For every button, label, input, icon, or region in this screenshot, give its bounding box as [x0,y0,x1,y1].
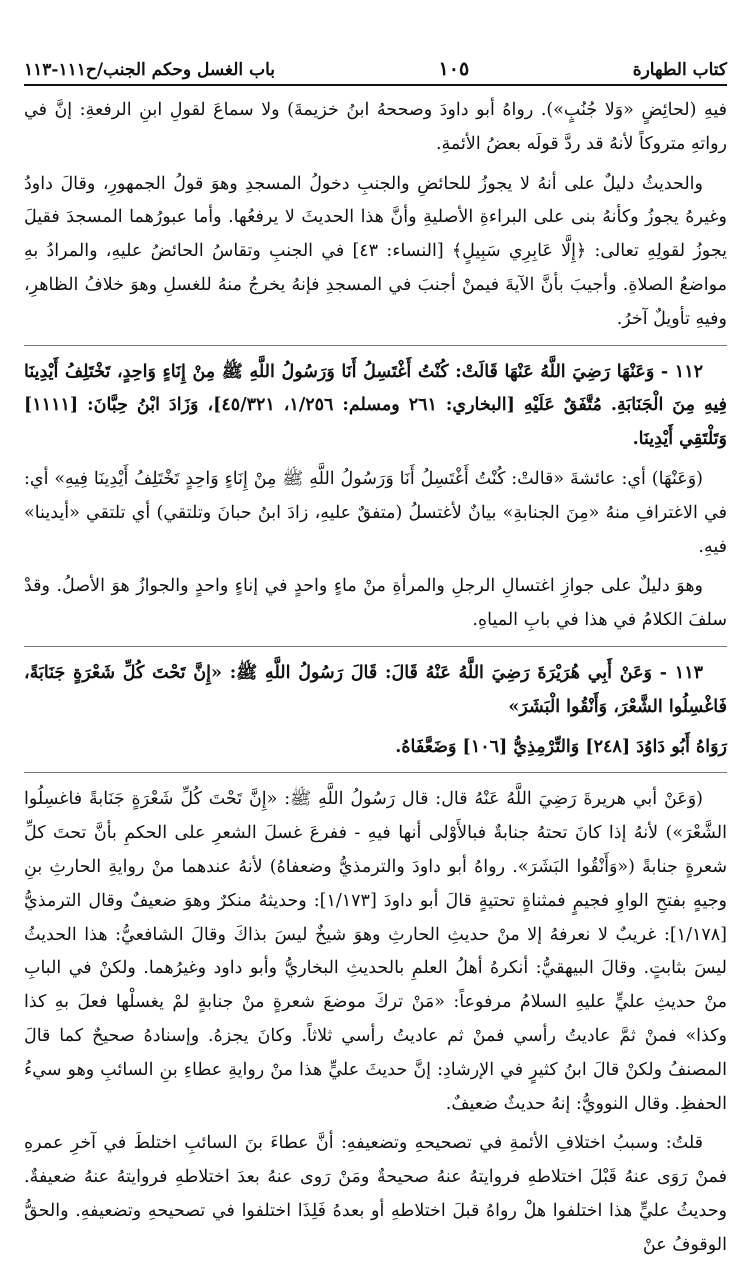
page-body [24,94,727,1269]
book-heading: كتاب الطهارة [632,60,727,80]
paragraph-1: فيهِ (لحائِضٍ «وَلا جُنُبٍ»). رواهُ أبو داودَ وصححهُ ابنُ خزيمةَ) ولا سماعَ لقولِ ابنِ الرفعةِ: إنَّ في رواتهِ متروكاً لأنهُ قد ردَّ قولَه بعضُ الأئمةِ. [24,100,727,154]
page-number: ١٠٥ [438,58,470,80]
hadith-113: ١١٣ - وَعَنْ أَبِي هُرَيْرَةَ رَضِيَ اللَّهُ عَنْهُ قَالَ: قَالَ رَسُولُ اللَّهِ ﷺ: «إِنَّ تَحْتَ كُلِّ شَعْرَةٍ جَنَابَةً، فَاغْسِلُوا الشَّعْرَ، وَأَنْقُوا الْبَشَرَ» [24,662,727,717]
divider [24,772,727,773]
paragraph-ruling-112: وهوَ دليلٌ على جوازِ اغتسالِ الرجلِ والمرأةِ منْ ماءٍ واحدٍ في إناءٍ واحدٍ والجوازُ هوَ الأصلُ. وقدْ سلفَ الكلامُ في هذا في بابِ المياهِ. [24,576,727,631]
hadith-112: ١١٢ - وَعَنْهَا رَضِيَ اللَّهُ عَنْهَا قَالَتْ: كُنْتُ أَغْتَسِلُ أَنَا وَرَسُولُ اللَّهِ ﷺ مِنْ إِنَاءٍ وَاحِدٍ، تَخْتَلِفُ أَيْدِينَا فِيهِ مِنَ الْجَنَابَةِ. مُتَّفَقٌ عَلَيْهِ [البخاري: ٢٦١ ومسلم: ١/٢٥٦، ٤٥/٣٢١]، وَزَادَ ابْنُ حِبَّانَ: [١١١١] وَتَلْتَقِي أَيْدِينَا. [24,361,727,450]
paragraph-commentary-112: (وَعَنْهَا) أي: عائشةَ «قالتْ: كُنْتُ أَغْتَسِلُ أَنَا وَرَسُولُ اللَّهِ ﷺ مِنْ إِنَاءٍ وَاحِدٍ تَخْتَلِفُ أَيْدِينَا فِيهِ» أي: في الاغترافِ منهُ «مِنَ الجنابةِ» بيانٌ لأغتسلُ (متفقٌ عليهِ، زادَ ابنُ حبانَ وتلتقي) أي تلتقي «أيدينا» فيهِ. [24,468,727,557]
paragraph-2: والحديثُ دليلٌ على أنهُ لا يجوزُ للحائضِ والجنبِ دخولُ المسجدِ وهوَ قولُ الجمهورِ، وقالَ داودُ وغيرهُ يجوزُ وكأنهُ بنى على البراءةِ الأصليةِ وأنَّ هذا الحديثَ لا يرفعُها. وأما عبورُهما المسجدَ فقيلَ يجوزُ لقولِهِ تعالى: ﴿إِلَّا عَابِرِي سَبِيلٍ﴾ [النساء: ٤٣] في الجنبِ وتقاسُ الحائضُ عليهِ، والمرادُ بهِ مواضعُ الصلاةِ. وأجيبَ بأنَّ الآيةَ فيمنْ أجنبَ في المسجدِ فإنهُ يخرجُ منهُ للغسلِ وهوَ خلافُ الظاهرِ، وفيهِ تأويلٌ آخرُ. [24,173,727,329]
hadith-113-source: رَوَاهُ أَبُو دَاوُدَ [٢٤٨] وَالتِّرْمِذِيُّ [١٠٦] وَضَعَّفَاهُ. [395,736,727,757]
divider [24,345,727,346]
paragraph-note: قلتُ: وسببُ اختلافِ الأئمةِ في تصحيحهِ وتضعيفهِ: أنَّ عطاءَ بنَ السائبِ اختلطَ في آخرِ عمرهِ فمنْ رَوَى عنهُ قَبْلَ اختلاطهِ فروايتهُ عنهُ صحيحةٌ ومَنْ رَوى عنهُ بعدَ اختلاطهِ فروايتهُ عنهُ ضعيفةٌ. وحديثُ عليٍّ هذا اختلفوا هلْ رواهُ قبلَ اختلاطهِ أو بعدهُ فَلِذَا اختلفوا في تصحيحهِ وتضعيفهِ. والحقُّ الوقوفُ عنْ [24,1133,727,1255]
paragraph-commentary-113: (وَعَنْ أبي هريرةَ رَضِيَ اللَّهُ عَنْهُ قال: قال رَسُولُ اللَّهِ ﷺ: «إِنَّ تَحْتَ كُلِّ شَعْرَةٍ جَنَابةً فاغسِلُوا الشَّعْرَ») لأنهُ إذا كانَ تحتهُ جنابةٌ فبالأَوْلى أنها فيهِ - ففرعَ غسلَ الشعرِ على الحكمِ بأنَّ تحتَ كلِّ شعرةٍ جنابةً («وَأَنْقُوا البَشَرَ». رواهُ أبو داودَ والترمذيُّ وضعفاهُ) لأنهُ عندهما منْ روايةِ الحارثِ بنِ وجيهٍ بفتحِ الواوِ فجيمٍ فمثناةٍ تحتيةٍ قالَ أبو داودَ [١/١٧٣]: وحديثهُ منكرٌ وهوَ ضعيفٌ وقال الترمذيُّ [١/١٧٨]: غريبٌ لا نعرفهُ إلا منْ حديثِ الحارثِ وهوَ شيخٌ ليسَ بذاكَ وقالَ الشافعيُّ: هذا الحديثُ ليسَ بثابتٍ. وقالَ البيهقيُّ: أنكرهُ أهلُ العلمِ بالحديثِ البخاريُّ وأبو داود وغيرُهما. ولكنْ في البابِ منْ حديثِ عليٍّ عليهِ السلامُ مرفوعاً: «مَنْ تركَ موضعَ شعرةٍ منْ جنابةٍ لمْ يغسلْها فعلَ بهِ كذا وكذا» فمنْ ثمَّ عاديتُ رأسي فمنْ ثم عاديتُ رأسي ثلاثاً. وكانَ يجزهُ. وإسنادهُ صحيحٌ كما قالَ المصنفُ ولكنْ قالَ ابنُ كثيرٍ في الإرشادِ: إنَّ حديثَ عليٍّ هذا منْ روايةِ عطاءِ بنِ السائبِ وهو سيءُ الحفظِ. وقال النوويُّ: إنهُ حديثٌ ضعيفٌ. [24,789,727,1114]
chapter-heading: باب الغسل وحكم الجنب/ح١١١-١١٣ [24,60,275,80]
running-header [24,50,727,86]
divider [24,646,727,647]
